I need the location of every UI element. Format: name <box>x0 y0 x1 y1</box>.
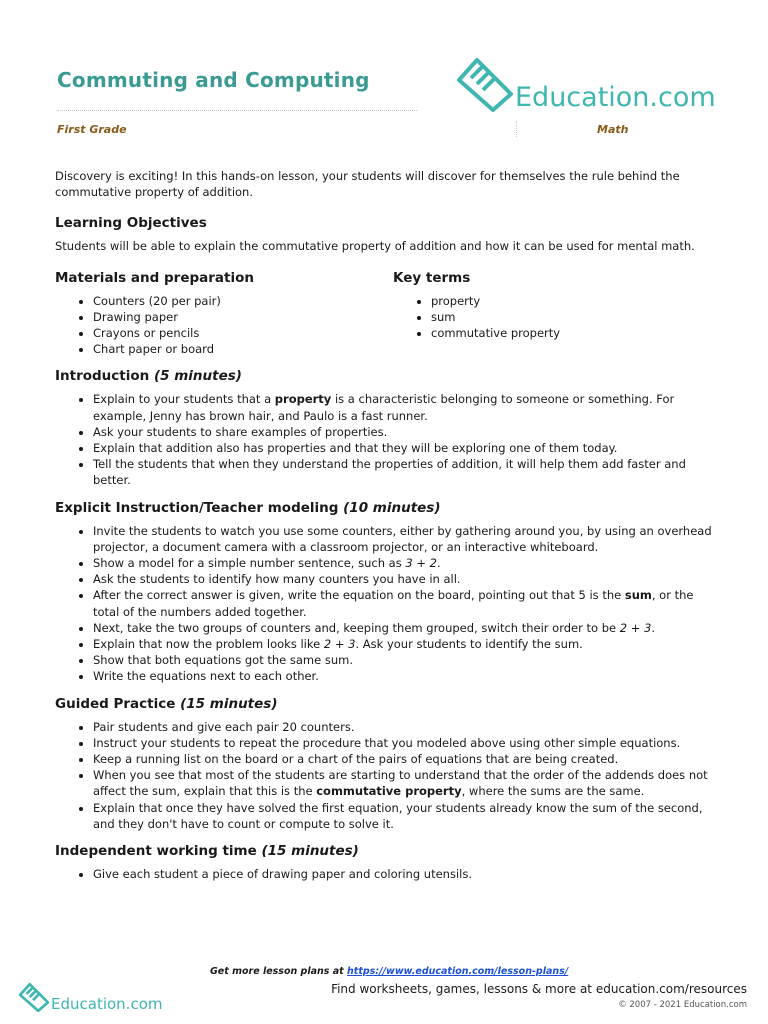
footer-logo-text: Education.com <box>51 995 163 1013</box>
footer-logo-icon <box>18 982 50 1012</box>
introduction-list <box>55 391 715 488</box>
list-item: • Explain that once they have solved the first equation, your students already know the sum of the second, and they don't have to count or compute to solve it. <box>93 800 715 832</box>
list-item: • Give each student a piece of drawing paper and coloring utensils. <box>93 866 715 882</box>
list-item: • sum <box>431 309 715 325</box>
explicit-heading-label: Explicit Instruction/Teacher modeling <box>55 499 339 516</box>
footer-resources-text: Find worksheets, games, lessons & more at education.com/resources <box>331 982 747 996</box>
independent-heading-label: Independent working time <box>55 843 257 860</box>
independent-duration: (15 minutes) <box>261 843 359 860</box>
list-item: • Ask the students to identify how many counters you have in all. <box>93 571 715 587</box>
guided-heading <box>55 695 715 713</box>
materials-list <box>55 293 393 358</box>
objectives-text: Students will be able to explain the commutative property of addition and how it can be used for mental math. <box>55 239 695 254</box>
list-item: • Chart paper or board <box>93 341 393 357</box>
list-item: • Show a model for a simple number sentence, such as 3 + 2. <box>93 555 715 571</box>
keyterms-heading: Key terms <box>393 269 471 286</box>
list-item: • Pair students and give each pair 20 counters. <box>93 719 715 735</box>
list-item: • Next, take the two groups of counters and, keeping them grouped, switch their order to be 2 + 3. <box>93 620 715 636</box>
list-item: • Tell the students that when they understand the properties of addition, it will help them add faster and better. <box>93 456 715 488</box>
education-logo-text: Education.com <box>515 82 716 113</box>
explicit-list <box>55 523 715 685</box>
list-item: • Keep a running list on the board or a chart of the pairs of equations that are being created. <box>93 751 715 767</box>
materials-keyterms-row <box>55 269 715 358</box>
independent-list <box>55 866 715 882</box>
list-item: • Show that both equations got the same sum. <box>93 652 715 668</box>
keyterms-list <box>393 293 715 342</box>
guided-heading-label: Guided Practice <box>55 695 176 712</box>
guided-duration: (15 minutes) <box>180 695 278 712</box>
footer-promo <box>210 966 568 977</box>
meta-divider <box>516 121 517 137</box>
list-item: • Ask your students to share examples of properties. <box>93 424 715 440</box>
materials-heading: Materials and preparation <box>55 269 254 286</box>
footer-copyright: © 2007 - 2021 Education.com <box>618 1000 747 1010</box>
list-item: • Write the equations next to each other. <box>93 668 715 684</box>
education-logo-icon <box>455 56 515 112</box>
objectives-heading: Learning Objectives <box>55 215 207 232</box>
keyterms-section <box>393 269 715 358</box>
lesson-content <box>55 168 715 882</box>
subject-label: Math <box>597 123 629 136</box>
explicit-heading <box>55 499 715 517</box>
list-item: • commutative property <box>431 325 715 341</box>
list-item: • property <box>431 293 715 309</box>
list-item: • When you see that most of the students are starting to understand that the order of the addends does not affect the sum, explain that this is the commutative property, where the sums are the same. <box>93 767 715 799</box>
guided-list <box>55 719 715 832</box>
independent-heading <box>55 842 715 860</box>
list-item: • Invite the students to watch you use some counters, either by gathering around you, by using an overhead projector, a document camera with a classroom projector, or an interactive whiteboard. <box>93 523 715 555</box>
explicit-duration: (10 minutes) <box>343 499 441 516</box>
introduction-heading <box>55 367 715 385</box>
list-item: • Explain to your students that a property is a characteristic belonging to someone or something. For example, Jenny has brown hair, and Paulo is a fast runner. <box>93 391 715 423</box>
list-item: • Instruct your students to repeat the procedure that you modeled above using other simple equations. <box>93 735 715 751</box>
footer-promo-text: Get more lesson plans at <box>210 966 348 977</box>
grade-label: First Grade <box>57 123 127 136</box>
list-item: • Crayons or pencils <box>93 325 393 341</box>
title-divider <box>57 110 417 111</box>
introduction-duration: (5 minutes) <box>153 368 242 385</box>
lesson-plans-link[interactable]: https://www.education.com/lesson-plans/ <box>347 966 569 977</box>
list-item: • Drawing paper <box>93 309 393 325</box>
materials-section <box>55 269 393 358</box>
list-item: • Explain that addition also has properties and that they will be exploring one of them today. <box>93 440 715 456</box>
intro-paragraph: Discovery is exciting! In this hands-on lesson, your students will discover for themselves the rule behind the commutative property of addition. <box>55 169 680 200</box>
list-item: • Explain that now the problem looks like 2 + 3. Ask your students to identify the sum. <box>93 636 715 652</box>
page-title: Commuting and Computing <box>57 68 370 92</box>
introduction-heading-label: Introduction <box>55 368 150 385</box>
list-item: • After the correct answer is given, write the equation on the board, pointing out that 5 is the sum, or the total of the numbers added together. <box>93 587 715 619</box>
list-item: • Counters (20 per pair) <box>93 293 393 309</box>
